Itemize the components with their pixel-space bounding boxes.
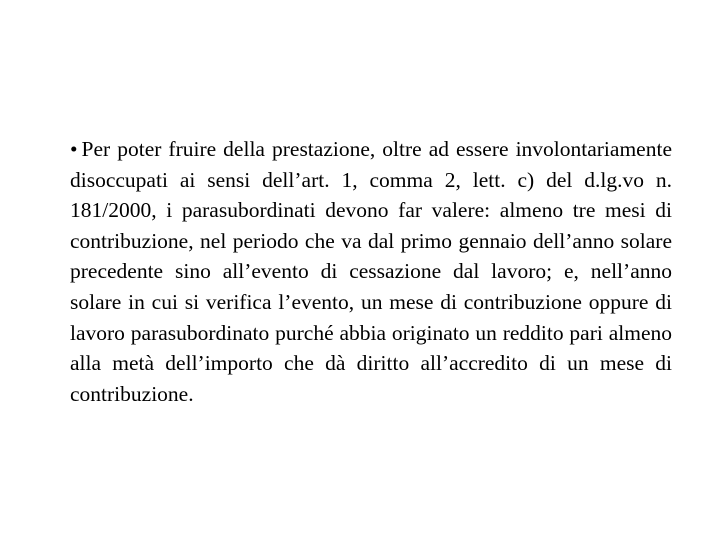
bullet-icon: • xyxy=(70,137,78,161)
paragraph-text: Per poter fruire della prestazione, oltre ad essere involontariamente disoccupati ai sensi dell’art. 1, comma 2, lett. c) del d.lg.vo n. 181/2000, i parasubordinati devono far valere: almeno tre mesi di contribuzione, nel periodo che va dal primo gennaio dell’anno solare precedente sino all’evento di cessazione dal lavoro; e, nell’anno solare in cui si verifica l’evento, un mese di contribuzione oppure di lavoro parasubordinato purché abbia originato un reddito pari almeno alla metà dell’importo che dà diritto all’accredito di un mese di contribuzione. xyxy=(70,137,672,406)
bullet-paragraph xyxy=(70,134,672,409)
